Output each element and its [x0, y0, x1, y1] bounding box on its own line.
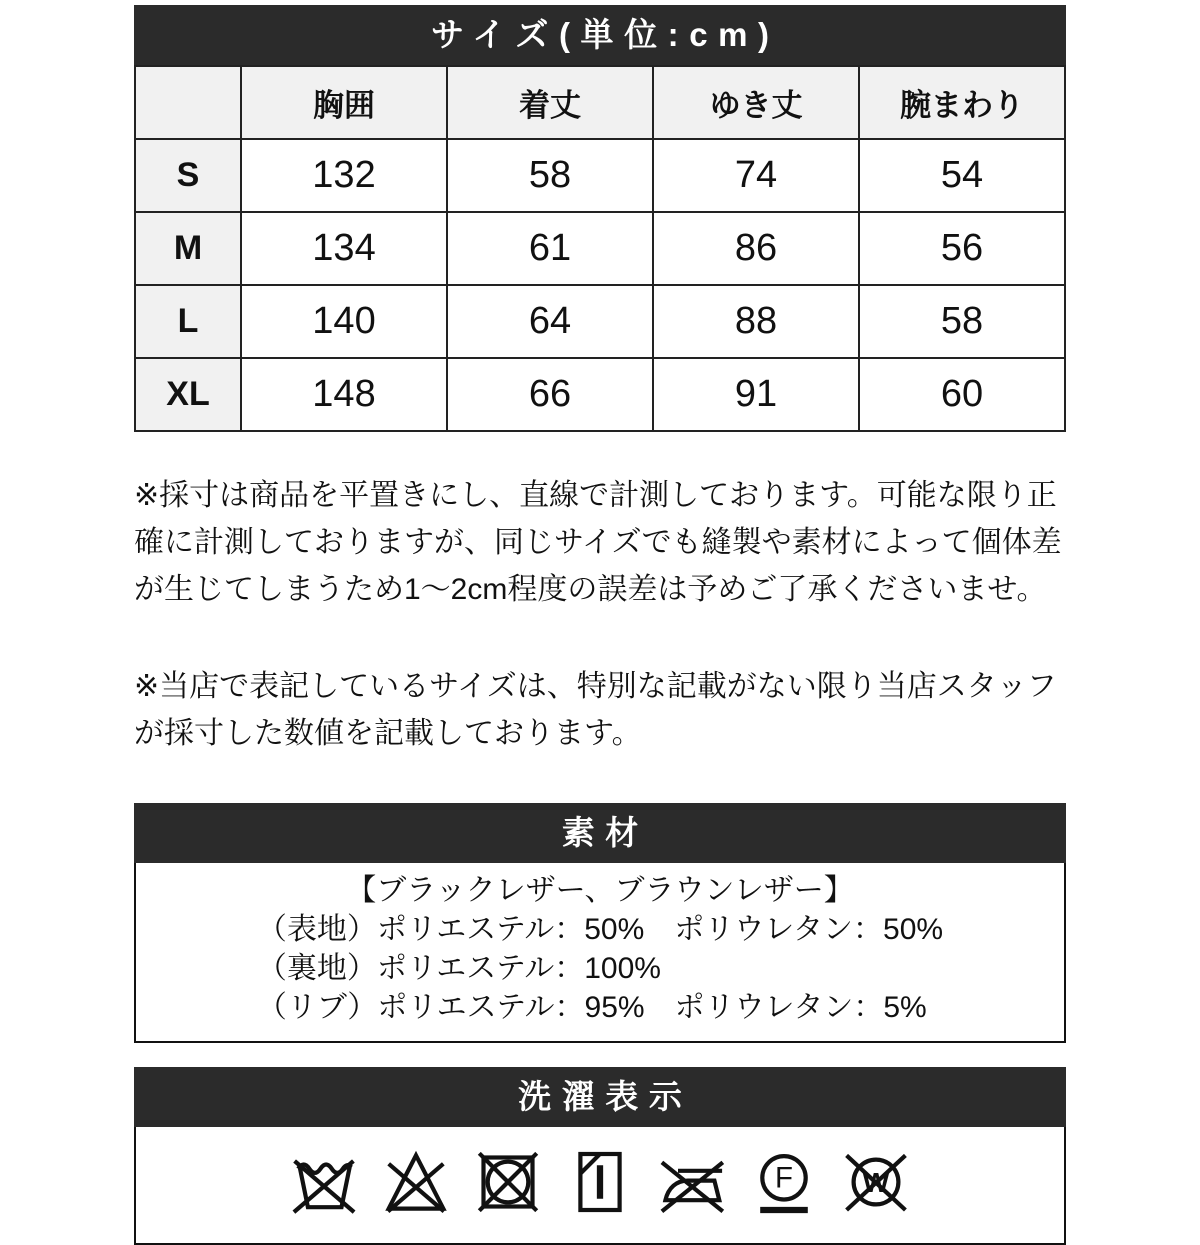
size-table-row-m [135, 212, 1065, 285]
do-not-wash-icon [289, 1147, 359, 1217]
size-table-row-l [135, 285, 1065, 358]
size-row-label: M [135, 212, 241, 285]
size-table-row-xl [135, 358, 1065, 431]
size-table-header-length: 着丈 [447, 66, 653, 139]
size-value-cell: 64 [447, 285, 653, 358]
material-composition-list [257, 910, 943, 1027]
material-line-outer: （表地）ポリエステル：50% ポリウレタン：50% [256, 913, 944, 946]
size-value-cell: 58 [859, 285, 1065, 358]
size-table-header-arm: 腕まわり [859, 66, 1065, 139]
material-line-lining: （裏地）ポリエステル：100% [256, 952, 661, 985]
size-value-cell: 61 [447, 212, 653, 285]
size-row-label: S [135, 139, 241, 212]
size-value-cell: 58 [447, 139, 653, 212]
size-value-cell: 140 [241, 285, 447, 358]
material-line-rib: （リブ）ポリエステル：95% ポリウレタン：5% [256, 991, 927, 1024]
do-not-tumble-dry-icon [473, 1147, 543, 1217]
size-spec-infographic [134, 0, 1066, 1245]
size-chart-section [134, 5, 1066, 432]
size-value-cell: 60 [859, 358, 1065, 431]
svg-text:W: W [862, 1166, 890, 1198]
size-value-cell: 148 [241, 358, 447, 431]
material-title-bar [134, 803, 1066, 863]
size-value-cell: 74 [653, 139, 859, 212]
care-title: 洗濯表示 [518, 1078, 693, 1115]
size-table [134, 65, 1066, 432]
svg-text:F: F [775, 1161, 793, 1195]
size-table-corner-cell [135, 66, 241, 139]
material-colors-line: 【ブラックレザー、ブラウンレザー】 [346, 874, 854, 907]
size-row-label: L [135, 285, 241, 358]
line-dry-in-shade-icon [565, 1147, 635, 1217]
care-symbols-row [134, 1127, 1066, 1245]
size-chart-title-bar [134, 5, 1066, 65]
size-table-row-s [135, 139, 1065, 212]
size-value-cell: 134 [241, 212, 447, 285]
do-not-wet-clean-icon [841, 1147, 911, 1217]
dry-clean-petroleum-mild-icon [749, 1147, 819, 1217]
size-value-cell: 132 [241, 139, 447, 212]
material-title: 素材 [561, 814, 649, 851]
size-table-header-row [135, 66, 1065, 139]
size-row-label: XL [135, 358, 241, 431]
care-section [134, 1067, 1066, 1245]
material-content [134, 863, 1066, 1043]
care-title-bar [134, 1067, 1066, 1127]
sizing-note: ※当店で表記しているサイズは、特別な記載がない限り当店スタッフが採寸した数値を記載しております。 [134, 670, 1057, 750]
size-value-cell: 91 [653, 358, 859, 431]
size-value-cell: 54 [859, 139, 1065, 212]
size-table-header-sleeve: ゆき丈 [653, 66, 859, 139]
size-value-cell: 86 [653, 212, 859, 285]
material-section [134, 803, 1066, 1043]
size-value-cell: 56 [859, 212, 1065, 285]
do-not-iron-icon [657, 1147, 727, 1217]
measurement-note: ※採寸は商品を平置きにし、直線で計測しております。可能な限り正確に計測しておりますが、同じサイズでも縫製や素材によって個体差が生じてしまうため1〜2cm程度の誤差は予めご了承くださいませ。 [134, 479, 1062, 606]
do-not-bleach-icon [381, 1147, 451, 1217]
size-value-cell: 66 [447, 358, 653, 431]
size-chart-title: サイズ(単位:cm) [430, 16, 780, 53]
size-value-cell: 88 [653, 285, 859, 358]
size-table-header-chest: 胸囲 [241, 66, 447, 139]
